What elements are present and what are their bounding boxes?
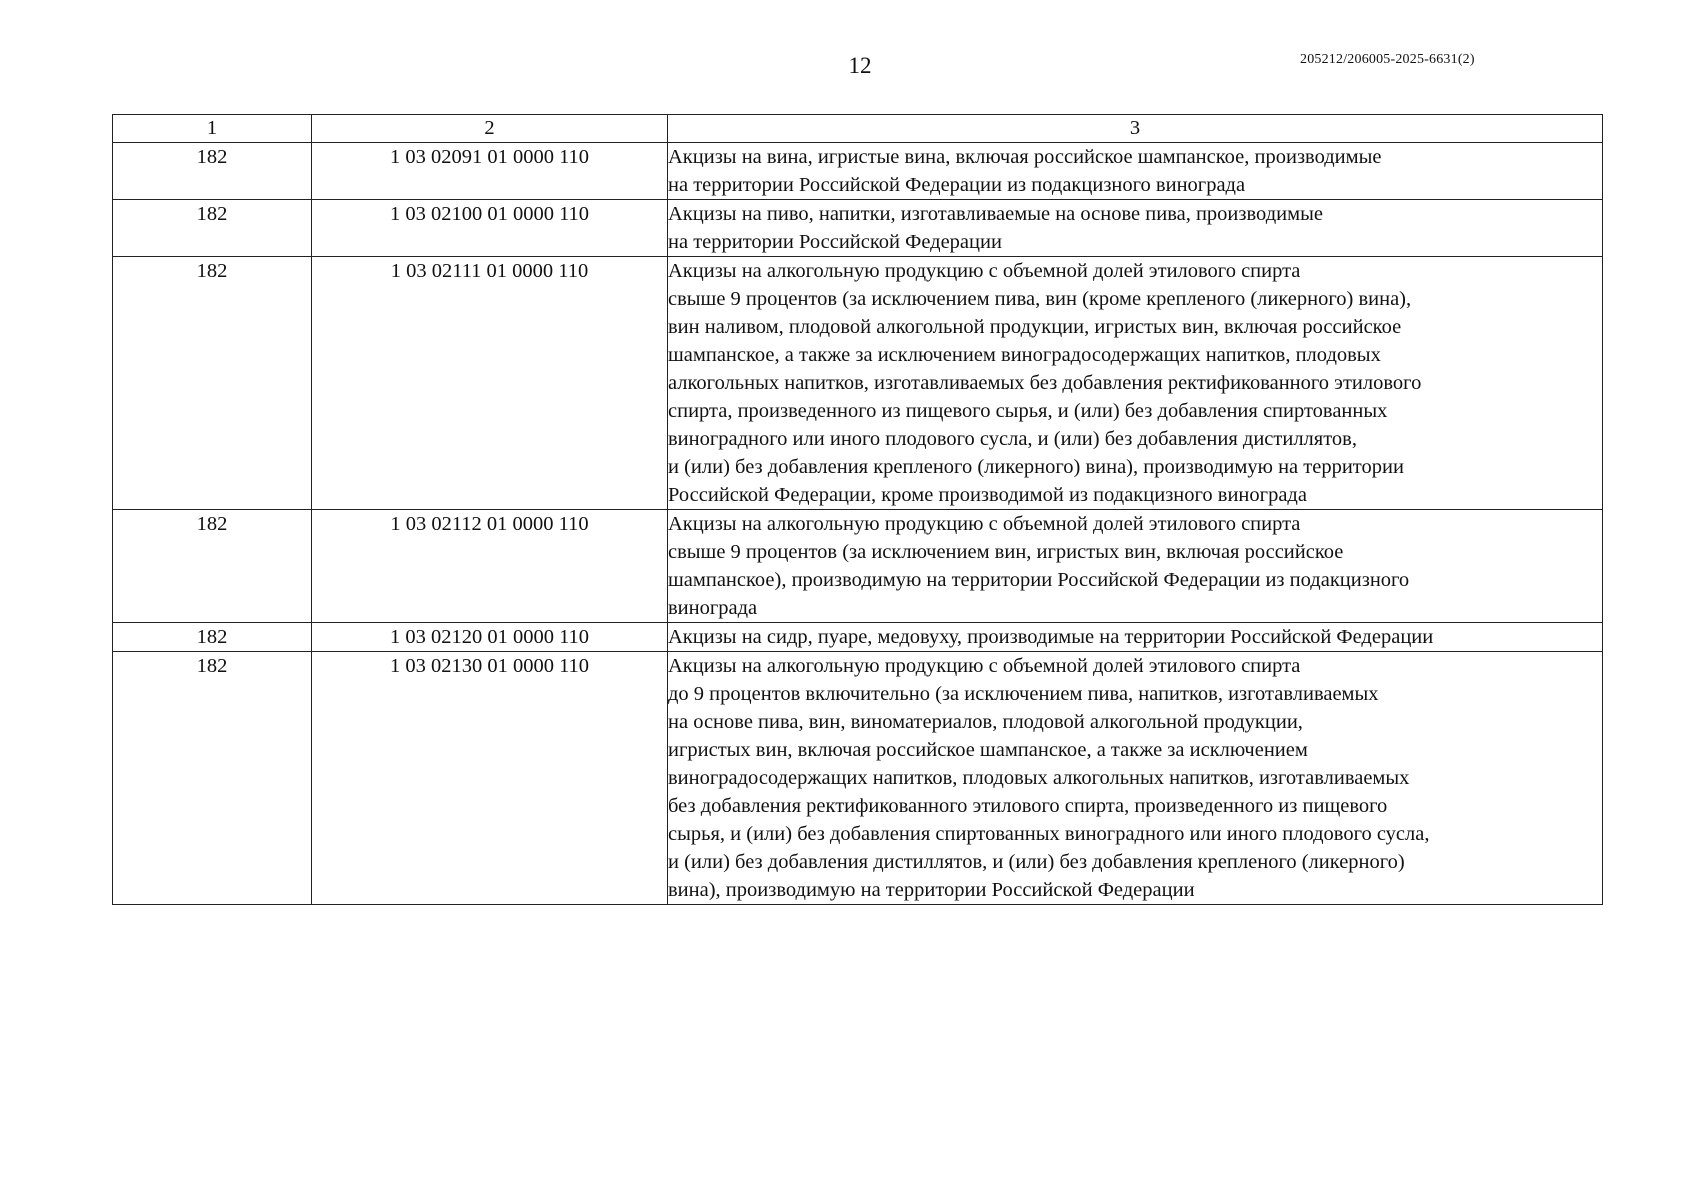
description-cell: Акцизы на алкогольную продукцию с объемной долей этилового спирта до 9 процентов включительно (за исключением пива, напитков, изготавливаемых на основе пива, вин, виноматериалов, плодовой алкогольной продукции, игристых вин, включая российское шампанское, а также за исключением виноградосодержащих напитков, плодовых алкогольных напитков, изготавливаемых без добавления ректификованного этилового спирта, произведенного из пищевого сырья, и (или) без добавления спиртованных виноградного или иного плодового сусла, и (или) без добавления дистиллятов, и (или) без добавления крепленого (ликерного) вина), производимую на территории Российской Федерации [668, 652, 1603, 905]
table-row [113, 652, 1603, 905]
table-row [113, 200, 1603, 257]
admin-code-cell: 182 [113, 257, 312, 510]
table-header-row [113, 115, 1603, 143]
admin-code-cell: 182 [113, 623, 312, 652]
column-header-3: 3 [668, 115, 1603, 143]
document-id: 205212/206005-2025-6631(2) [1300, 52, 1475, 67]
kbk-code-cell: 1 03 02120 01 0000 110 [312, 623, 668, 652]
column-header-1: 1 [113, 115, 312, 143]
description-cell: Акцизы на вина, игристые вина, включая российское шампанское, производимые на территории Российской Федерации из подакцизного винограда [668, 143, 1603, 200]
kbk-code-cell: 1 03 02130 01 0000 110 [312, 652, 668, 905]
description-cell: Акцизы на алкогольную продукцию с объемной долей этилового спирта свыше 9 процентов (за исключением вин, игристых вин, включая российское шампанское), производимую на территории Российской Федерации из подакцизного винограда [668, 510, 1603, 623]
admin-code-cell: 182 [113, 143, 312, 200]
kbk-code-cell: 1 03 02100 01 0000 110 [312, 200, 668, 257]
table-row [113, 143, 1603, 200]
description-cell: Акцизы на сидр, пуаре, медовуху, производимые на территории Российской Федерации [668, 623, 1603, 652]
kbk-code-cell: 1 03 02091 01 0000 110 [312, 143, 668, 200]
kbk-code-cell: 1 03 02111 01 0000 110 [312, 257, 668, 510]
admin-code-cell: 182 [113, 200, 312, 257]
page-number: 12 [848, 53, 872, 78]
table-row [113, 623, 1603, 652]
admin-code-cell: 182 [113, 652, 312, 905]
revenue-codes-table [112, 114, 1603, 905]
kbk-code-cell: 1 03 02112 01 0000 110 [312, 510, 668, 623]
table-row [113, 510, 1603, 623]
column-header-2: 2 [312, 115, 668, 143]
description-cell: Акцизы на пиво, напитки, изготавливаемые на основе пива, производимые на территории Российской Федерации [668, 200, 1603, 257]
table-row [113, 257, 1603, 510]
description-cell: Акцизы на алкогольную продукцию с объемной долей этилового спирта свыше 9 процентов (за исключением пива, вин (кроме крепленого (ликерного) вина), вин наливом, плодовой алкогольной продукции, игристых вин, включая российское шампанское, а также за исключением виноградосодержащих напитков, плодовых алкогольных напитков, изготавливаемых без добавления ректификованного этилового спирта, произведенного из пищевого сырья, и (или) без добавления спиртованных виноградного или иного плодового сусла, и (или) без добавления дистиллятов, и (или) без добавления крепленого (ликерного) вина), производимую на территории Российской Федерации, кроме производимой из подакцизного винограда [668, 257, 1603, 510]
admin-code-cell: 182 [113, 510, 312, 623]
